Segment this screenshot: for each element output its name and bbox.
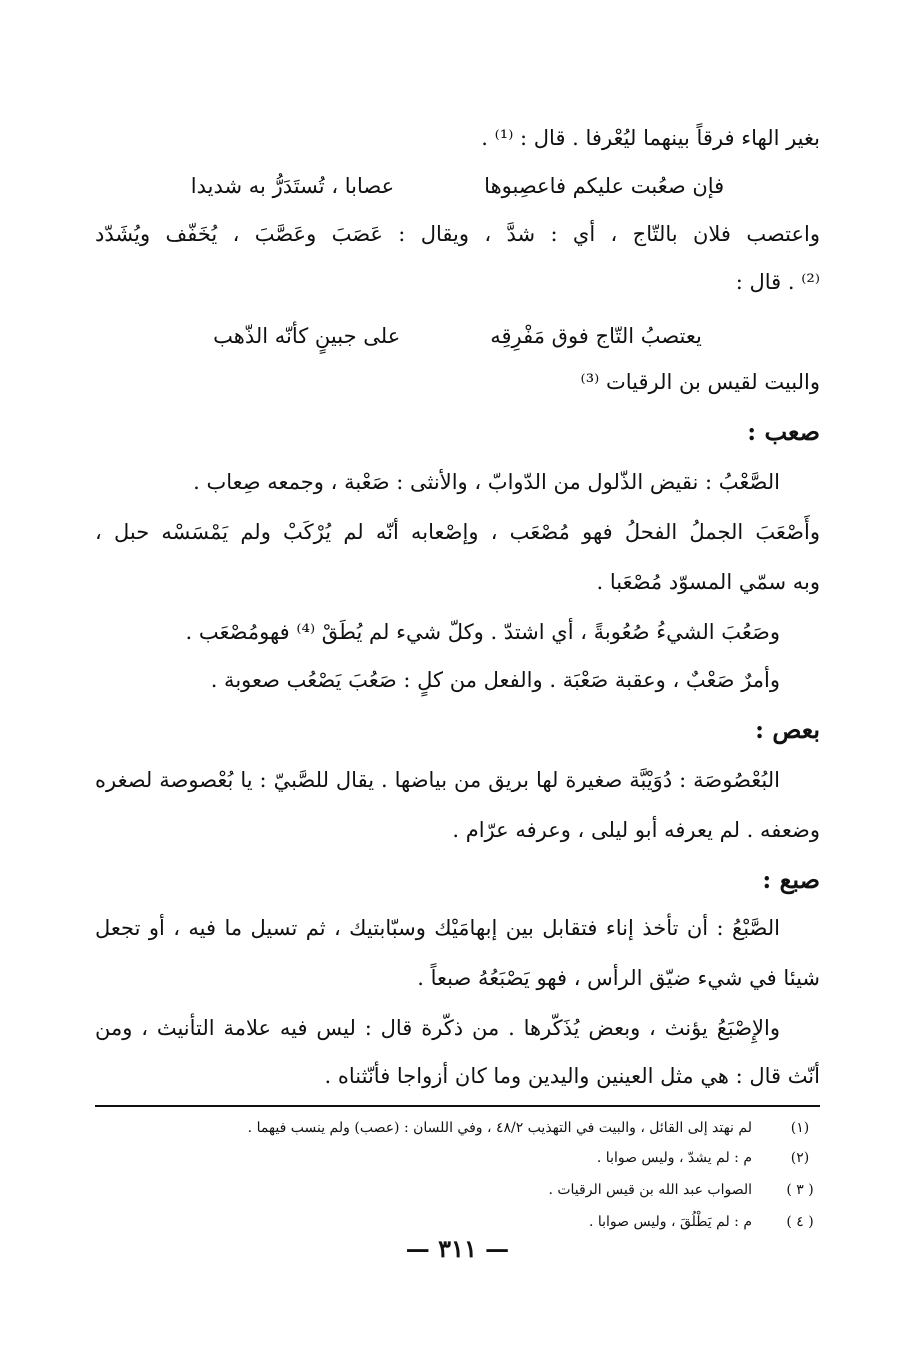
footnote [95,1144,820,1172]
footnote-text: لم نهتد إلى القائل ، والبيت في التهذيب ٤٨/٢ ، وفي اللسان : (عصب) ولم ينسب فيهما . [247,1120,752,1136]
footnote [95,1176,820,1204]
footnote-number: ( ٣ ) [786,1182,814,1198]
body-line: وأمرٌ صَعْبٌ ، وعقبة صَعْبَة . والفعل من كلٍ : صَعُبَ يَصْعُب صعوبة . [210,668,780,692]
body-line: والإِصْبَعُ يؤنث ، وبعض يُذَكّرها . من ذكّرة قال : ليس فيه علامة التأنيث ، ومن [95,1016,780,1040]
body-line: وصَعُبَ الشيءُ صُعُوبةً ، أي اشتدّ . وكلّ شيء لم يُطَقْ ⁽⁴⁾ فهومُصْعَب . [185,620,780,644]
entry-heading: صبع : [762,865,820,894]
body-line: أنّث قال : هي مثل العينين واليدين وما كان أزواجا فأنّثناه . [324,1064,820,1088]
body-line: وبه سمّي المسوّد مُصْعَبا . [596,570,820,594]
body-line: البُعْصُوصَة : دُوَيْبَّة صغيرة لها بريق من بياضها . يقال للصَّبيّ : يا بُعْصوصة لصغره [95,768,780,792]
footnote-text: م : لم يَطْلُقَ ، وليس صوابا . [588,1214,752,1230]
entry-heading: بعص : [755,715,820,744]
body-line: والبيت لقيس بن الرقيات ⁽³⁾ [580,370,820,394]
footnote-number: (٢) [790,1150,810,1166]
body-line: واعتصب فلان بالتّاج ، أي : شدَّ ، ويقال : عَصَبَ وعَصَّبَ ، يُخَفّف ويُشَدّد [95,222,820,246]
footnote [95,1114,820,1142]
verse-hemistich: فإن صعُبت عليكم فاعصِبوها [484,174,725,198]
footnote-divider [95,1105,820,1107]
verse-hemistich: عصابا ، تُستَدَرُّ به شديدا [190,174,395,198]
poem-verse [95,166,820,206]
poem-verse [95,316,820,356]
body-line: بغير الهاء فرقاً بينهما ليُعْرفا . قال : ⁽¹⁾ . [481,126,820,150]
body-line: الصَّعْبُ : نقيض الذّلول من الدّوابّ ، والأنثى : صَعْبة ، وجمعه صِعاب . [193,470,780,494]
page-number: — ٣١١ — [405,1234,510,1263]
body-line: الصَّبْعُ : أن تأخذ إناء فتقابل بين إبهامَيْك وسبّابتيك ، ثم تسيل ما فيه ، أو تجعل [95,916,780,940]
body-line: شيئا في شيء ضيّق الرأس ، فهو يَصْبَعُهُ صبعاً . [417,966,820,990]
footnote-number: (١) [790,1120,810,1136]
body-line: ⁽²⁾ . قال : [735,270,820,294]
footnote [95,1208,820,1236]
footnote-text: م : لم يشدّ ، وليس صوابا . [596,1150,752,1166]
body-line: وأَصْعَبَ الجملُ الفحلُ فهو مُصْعَب ، وإصْعابه أنّه لم يُرْكَبْ ولم يَمْسَسْه حبل ، [95,520,820,544]
document-page [95,118,820,1268]
footnote-text: الصواب عبد الله بن قيس الرقيات . [548,1182,752,1198]
footnote-number: ( ٤ ) [786,1214,814,1230]
body-line: وضعفه . لم يعرفه أبو ليلى ، وعرفه عرّام . [452,818,820,842]
verse-hemistich: يعتصبُ التّاج فوق مَفْرِقِه [490,324,702,348]
verse-hemistich: على جبينٍ كأنّه الذّهب [213,324,401,348]
entry-heading: صعب : [747,417,820,446]
